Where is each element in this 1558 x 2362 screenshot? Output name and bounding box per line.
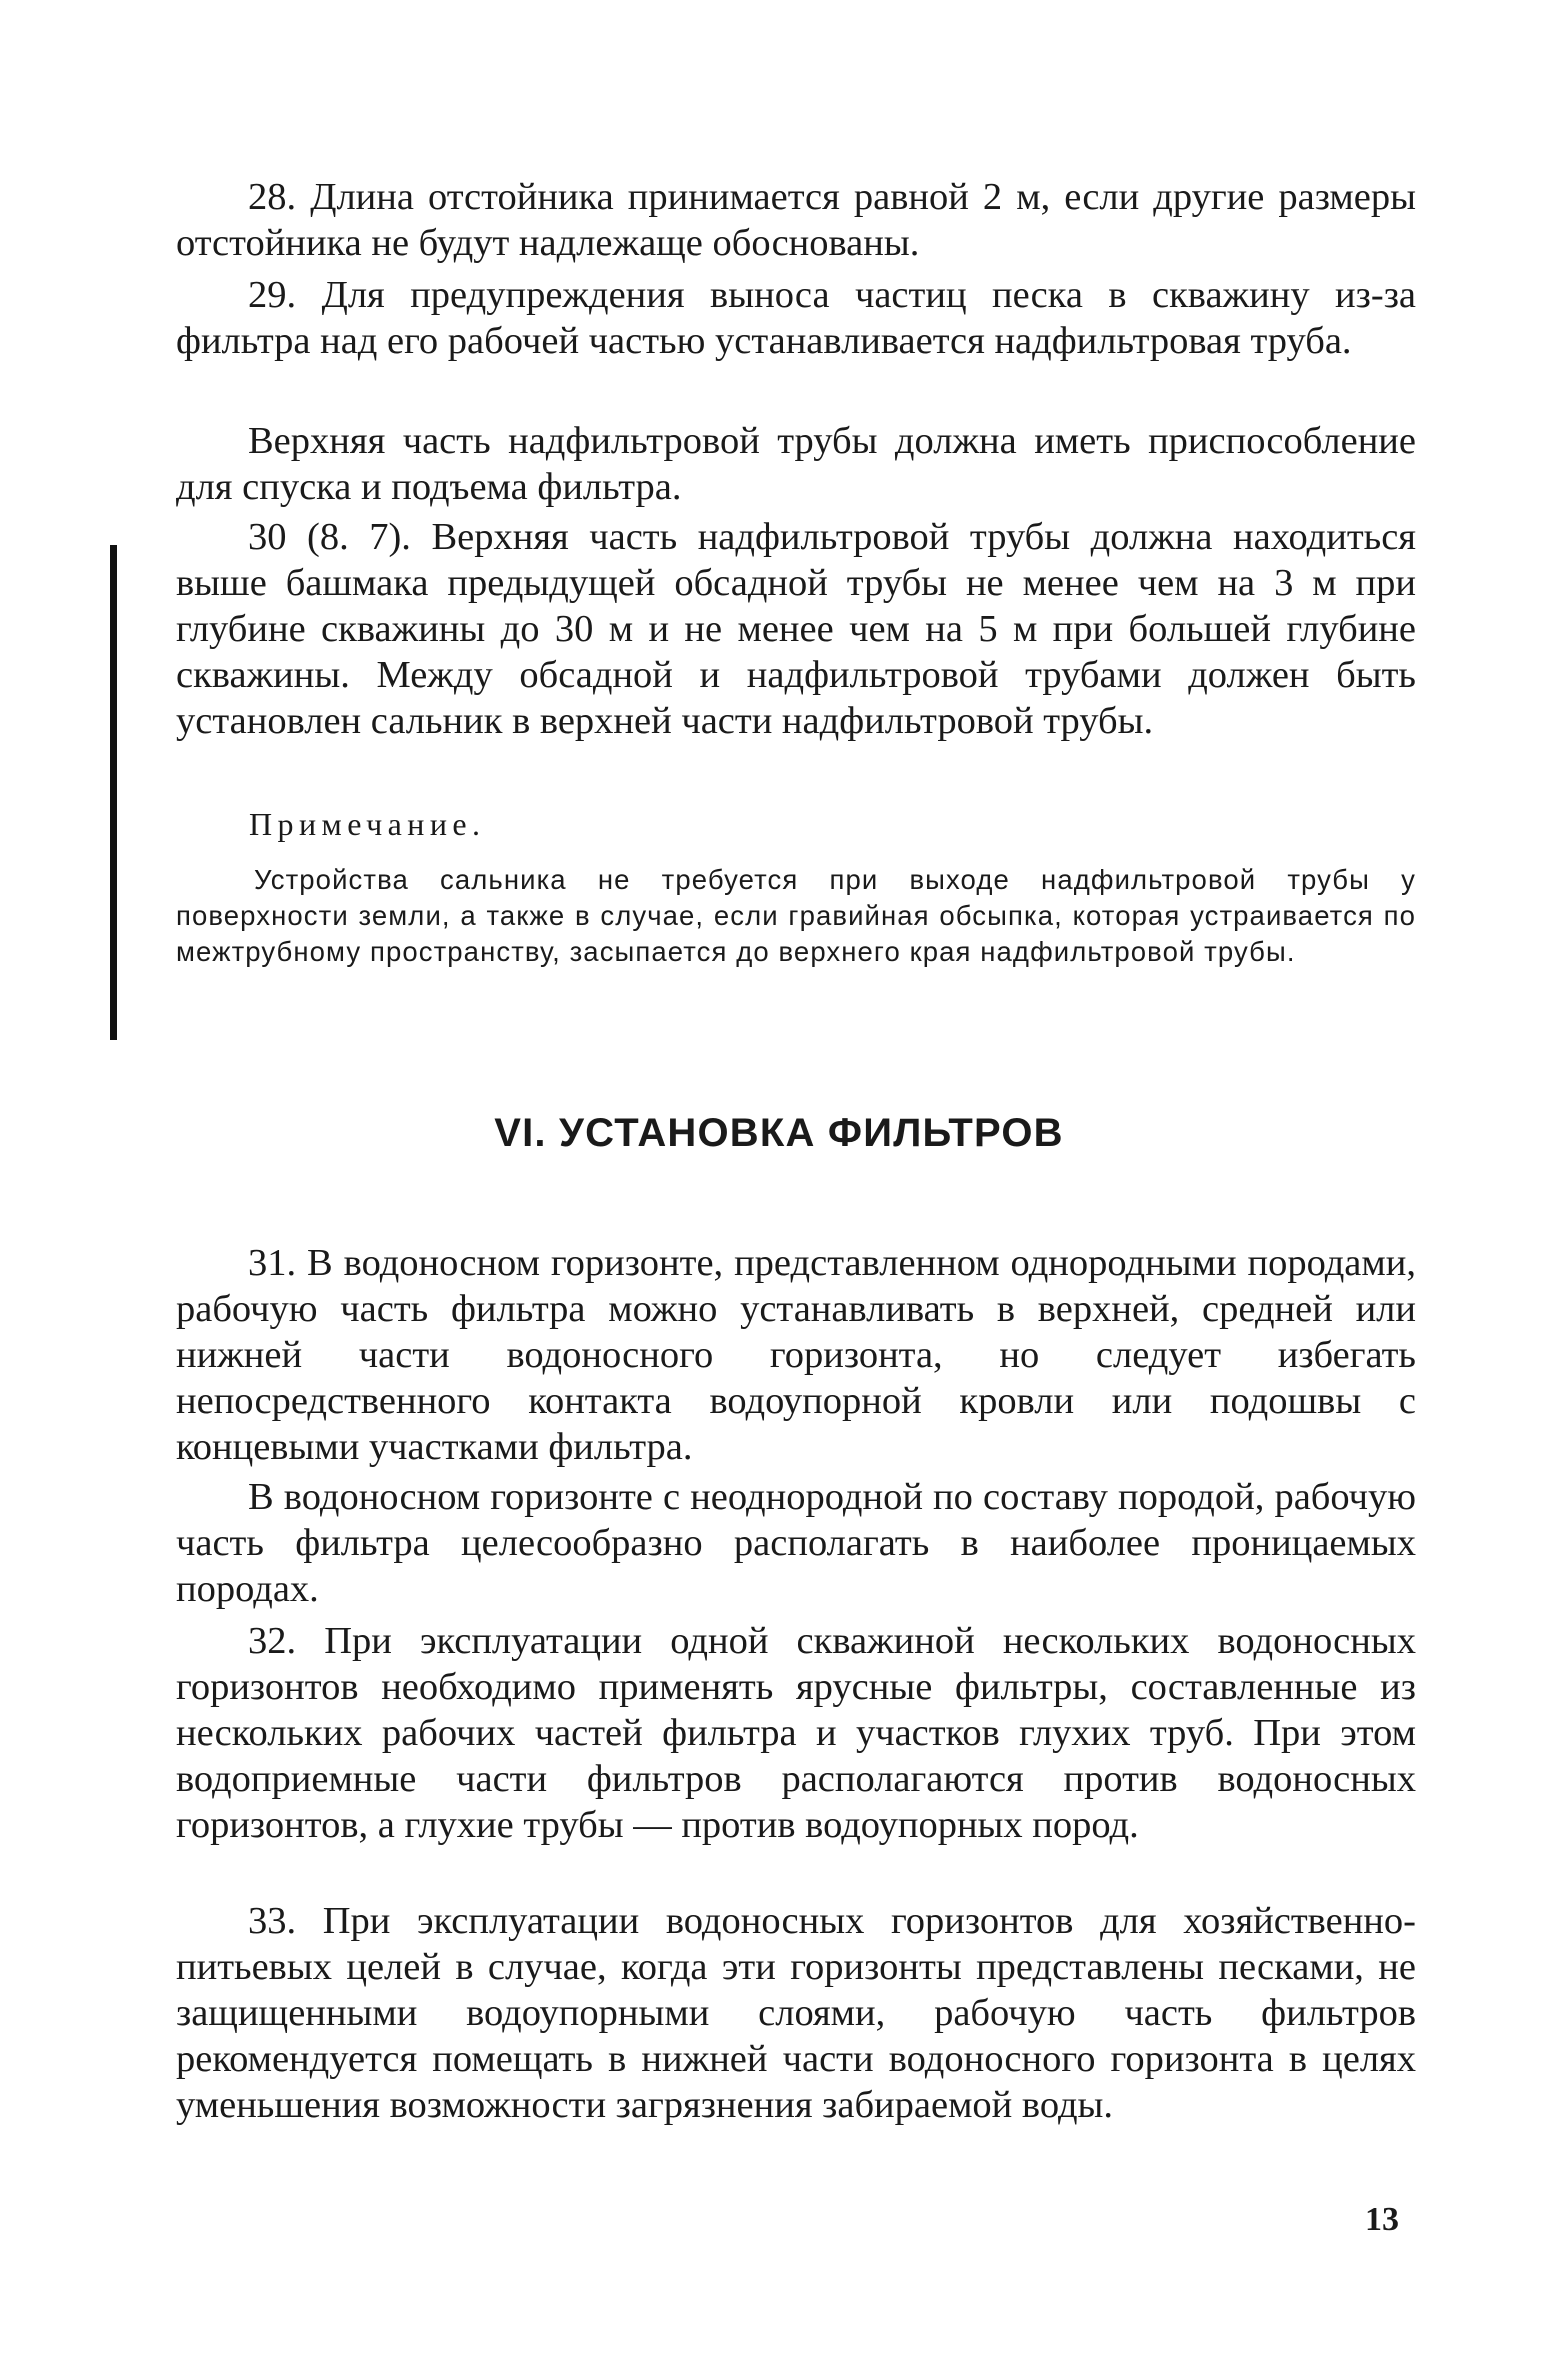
paragraph-33: 33. При эксплуатации водоносных горизонтов для хозяйственно-питьевых целей в случае, когда эти горизонты представлены песками, не защищенными водоупорными слоями, рабочую часть фильтров рекомендуется помещать в нижней части водоносного горизонта в целях уменьшения возможности загрязнения забираемой воды.	[176, 1900, 1416, 2126]
paragraph-28: 28. Длина отстойника принимается равной 2 м, если другие размеры отстойника не будут надлежаще обоснованы.	[176, 176, 1416, 264]
paragraph-30: 30 (8. 7). Верхняя часть надфильтровой трубы должна находиться выше башмака предыдущей обсадной трубы не менее чем на 3 м при глубине скважины до 30 м и не менее чем на 5 м при большей глубине скважины. Между обсадной и надфильтровой трубами должен быть установлен сальник в верхней части надфильтровой трубы.	[176, 516, 1416, 742]
note-label: Примечание.	[249, 806, 486, 842]
paragraph-29-continued: Верхняя часть надфильтровой трубы должна иметь приспособление для спуска и подъема фильтра.	[176, 420, 1416, 508]
paragraph-31: 31. В водоносном горизонте, представленном однородными породами, рабочую часть фильтра можно устанавливать в верхней, средней или нижней части водоносного горизонта, но следует избегать непосредственного контакта водоупорной кровли или подошвы с концевыми участками фильтра.	[176, 1242, 1416, 1468]
paragraph-32: 32. При эксплуатации одной скважиной нескольких водоносных горизонтов необходимо применять ярусные фильтры, составленные из нескольких рабочих частей фильтра и участков глухих труб. При этом водоприемные части фильтров располагаются против водоносных горизонтов, а глухие трубы — против водоупорных пород.	[176, 1620, 1416, 1846]
margin-change-bar	[110, 545, 117, 1040]
paragraph-31-continued: В водоносном горизонте с неоднородной по составу породой, рабочую часть фильтра целесообразно располагать в наиболее проницаемых породах.	[176, 1476, 1416, 1610]
note-text: Устройства сальника не требуется при выходе надфильтровой трубы у поверхности земли, а также в случае, если гравийная обсыпка, которая устраивается по межтрубному пространству, засыпается до верхнего края надфильтровой трубы.	[176, 864, 1416, 967]
section-heading: VI. УСТАНОВКА ФИЛЬТРОВ	[494, 1111, 1064, 1155]
page-number: 13	[1365, 2201, 1399, 2238]
paragraph-29: 29. Для предупреждения выноса частиц песка в скважину из-за фильтра над его рабочей частью устанавливается надфильтровая труба.	[176, 274, 1416, 362]
